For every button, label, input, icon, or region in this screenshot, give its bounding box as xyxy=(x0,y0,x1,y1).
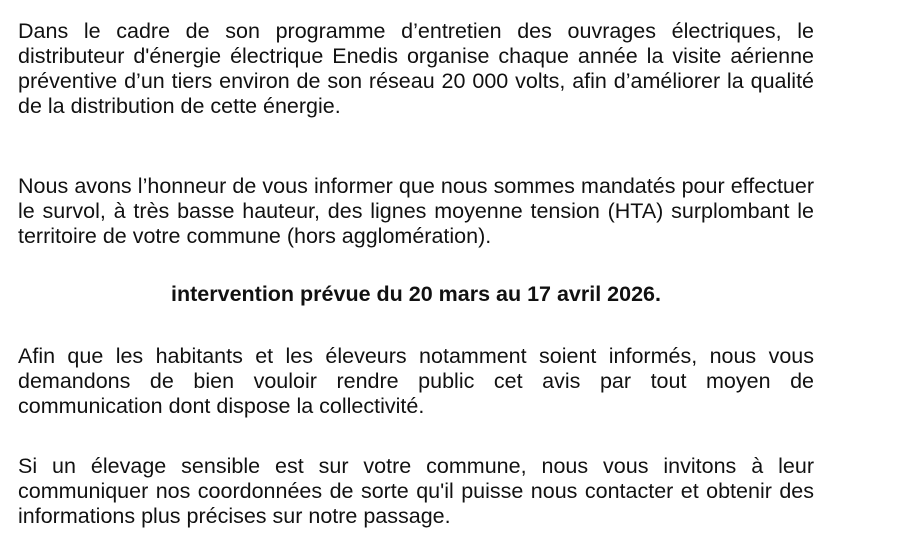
paragraph-livestock-contact: Si un élevage sensible est sur votre commune, nous vous invitons à leur communiquer nos coordonnées de sorte qu'il puisse nous contacter et obtenir des informations plus précises sur notre passage. xyxy=(18,454,814,528)
paragraph-overflight-notice: Nous avons l’honneur de vous informer que nous sommes mandatés pour effectuer le survol, à très basse hauteur, des lignes moyenne tension (HTA) surplombant le territoire de votre commune (hors agglomération). xyxy=(18,174,814,248)
paragraph-maintenance-program: Dans le cadre de son programme d’entretien des ouvrages électriques, le distributeur d'énergie électrique Enedis organise chaque année la visite aérienne préventive d’un tiers environ de son réseau 20 000 volts, afin d’améliorer la qualité de la distribution de cette énergie. xyxy=(18,19,814,118)
paragraph-public-notice-request: Afin que les habitants et les éleveurs notamment soient informés, nous vous demandons de bien vouloir rendre public cet avis par tout moyen de communication dont dispose la collectivité. xyxy=(18,344,814,418)
intervention-dates: intervention prévue du 20 mars au 17 avril 2026. xyxy=(171,282,661,306)
